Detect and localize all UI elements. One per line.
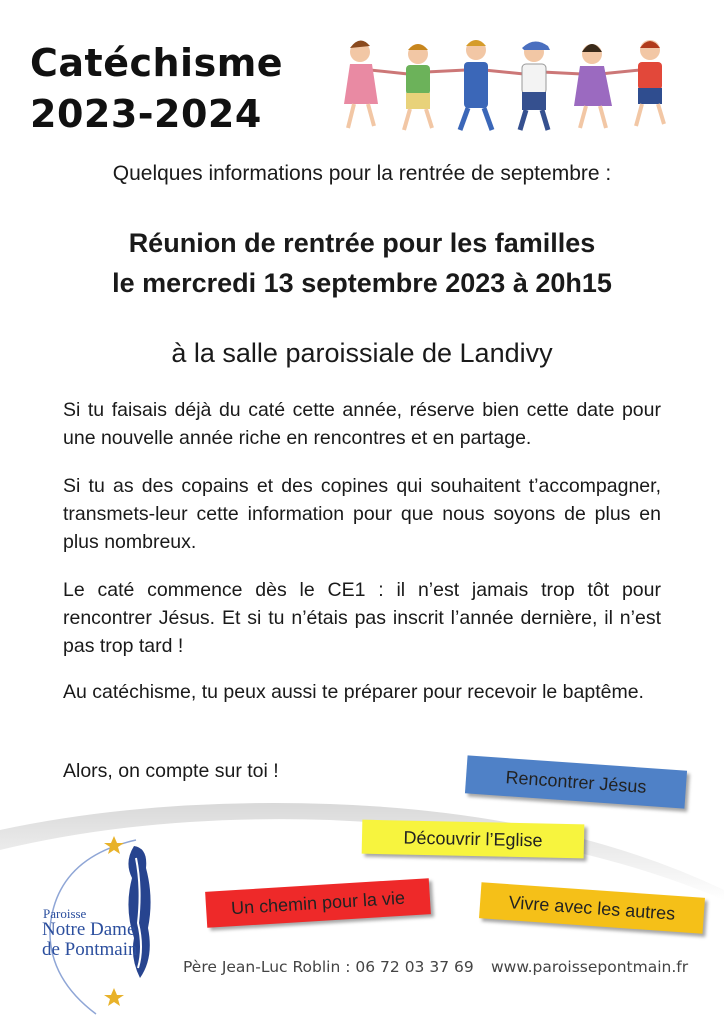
star-icon (104, 988, 124, 1006)
paragraph: Si tu faisais déjà du caté cette année, réserve bien cette date pour une nouvelle année riche en rencontres et en partage. (63, 399, 661, 449)
child-5 (574, 44, 612, 128)
child-1 (344, 40, 378, 128)
page-title: Catéchisme (30, 41, 284, 85)
meeting-headline: Réunion de rentrée pour les familles (128, 228, 596, 258)
meeting-place: à la salle paroissiale de Landivy (171, 338, 553, 368)
page-subtitle-year: 2023-2024 (30, 92, 262, 136)
child-2 (404, 44, 432, 130)
intro-text: Quelques informations pour la rentrée de septembre : (112, 162, 612, 185)
child-6 (636, 40, 664, 126)
logo-label-line2: de Pontmain (42, 939, 138, 960)
paragraph: Si tu as des copains et des copines qui souhaitent t’accompagner, transmets-leur cette information pour que nous soyons de plus en plus nombreux. (63, 475, 661, 553)
tag-rencontrer-jesus: Rencontrer Jésus (465, 755, 687, 808)
website-link[interactable]: www.paroissepontmain.fr (491, 958, 689, 976)
tag-vivre-autres: Vivre avec les autres (479, 882, 705, 934)
star-icon (104, 836, 124, 854)
tag-chemin-vie: Un chemin pour la vie (205, 878, 431, 928)
child-4 (520, 41, 550, 130)
logo-label-small: Paroisse (43, 906, 87, 921)
child-3 (460, 40, 492, 130)
tag-decouvrir-eglise: Découvrir l’Eglise (362, 820, 585, 859)
contact-info: Père Jean-Luc Roblin : 06 72 03 37 69 (183, 958, 474, 976)
children-illustration (338, 30, 688, 140)
paragraph: Au catéchisme, tu peux aussi te préparer pour recevoir le baptême. (63, 681, 644, 703)
closing-line: Alors, on compte sur toi ! (63, 760, 279, 782)
paragraph: Le caté commence dès le CE1 : il n’est jamais trop tôt pour rencontrer Jésus. Et si tu n’étais pas inscrit l’année dernière, il n’est pas trop tard ! (63, 579, 661, 657)
logo-label-line1: Notre Dame (42, 919, 136, 940)
meeting-date: le mercredi 13 septembre 2023 à 20h15 (112, 268, 612, 298)
